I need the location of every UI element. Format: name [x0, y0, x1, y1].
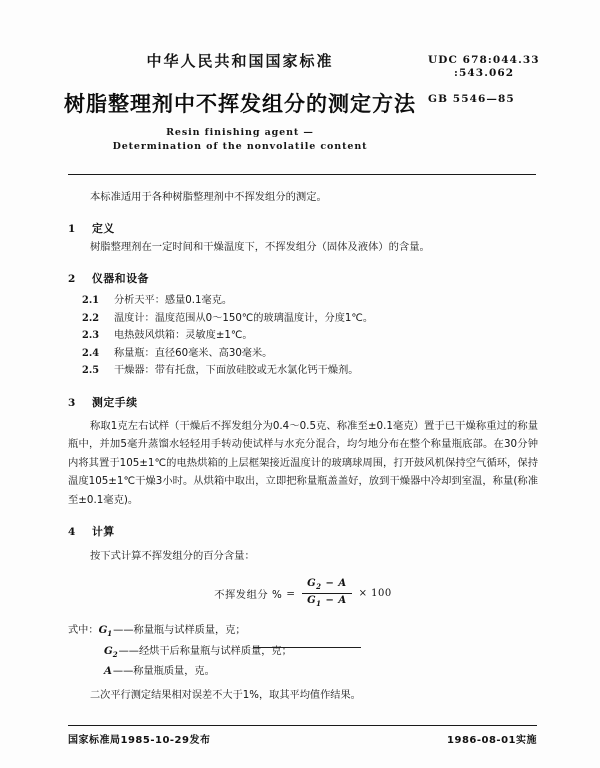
- variable-dash: ——: [112, 666, 134, 678]
- list-item: [68, 345, 538, 363]
- document-body: [68, 186, 538, 704]
- variable-symbol-subscript: 2: [112, 649, 118, 659]
- formula-label: 不挥发组分 %: [214, 589, 283, 601]
- where-row: [68, 643, 538, 664]
- formula-block: [68, 577, 538, 610]
- formula-numerator: [302, 577, 352, 593]
- document-header: [0, 0, 600, 175]
- section-4-lead: 按下式计算不挥发组分的百分含量：: [90, 550, 255, 562]
- where-lead-label: 式中：: [68, 625, 99, 636]
- section-number-3: 3: [68, 396, 76, 409]
- variable-symbol-letter: G: [98, 624, 108, 636]
- numerator-minus: −: [325, 578, 335, 589]
- variable-definition: [119, 643, 538, 661]
- denominator-minus: −: [325, 595, 335, 606]
- section-end-rule: [253, 647, 361, 648]
- section-number-2: 2: [68, 273, 76, 285]
- section-3-body: 称取1克左右试样（干燥后不挥发组分为0.4～0.5克、称准至±0.1毫克）置于已干燥称重过的称量瓶中，并加5毫升蒸馏水轻轻用手转动使试样与水充分混合，均匀地分布在整个称量瓶底部。在30分钟内将其置于105±1℃的电热烘箱的上层框架接近温度计的玻璃球周围，打开鼓风机保持空气循环，保持温度105±1℃干燥3小时。从烘箱中取出，立即把称量瓶盖盖好，放到干燥器中冷却到室温，称量(称准至±0.1毫克)。: [68, 419, 538, 506]
- nonvolatile-percent-formula: [214, 577, 392, 610]
- page-title: 树脂整理剂中不挥发组分的测定方法: [64, 92, 416, 116]
- footer-issue-date: 国家标准局1985-10-29发布: [68, 735, 211, 746]
- header-divider-rule: [68, 174, 536, 175]
- variable-dash: ——: [118, 645, 139, 657]
- english-title-line-1: Resin finishing agent —: [166, 127, 314, 138]
- subsection-text: 温度计：温度范围从0～150℃的玻璃温度计，分度1℃。: [114, 312, 374, 324]
- variable-definition-text: 称量瓶与试样质量，克；: [133, 625, 246, 636]
- subsection-text: 称量瓶：直径60毫米、高30毫米。: [114, 347, 273, 359]
- subsection-text: 干燥器：带有托盘，下面放硅胶或无水氯化钙干燥剂。: [114, 365, 359, 376]
- denominator-var-a: A: [338, 595, 347, 606]
- scope-paragraph: 本标准适用于各种树脂整理剂中不挥发组分的测定。: [90, 191, 327, 203]
- variable-definition: [113, 663, 538, 681]
- footer-divider-rule: [68, 725, 537, 726]
- document-footer: [68, 731, 537, 746]
- variable-definition-text: 称量瓶质量，克。: [133, 666, 215, 678]
- formula-equals-sign: =: [286, 587, 296, 600]
- section-title-2: 仪器和设备: [92, 272, 149, 285]
- numerator-var-a: A: [338, 578, 347, 589]
- footer-effective-date: 1986-08-01实施: [447, 735, 537, 746]
- section-heading-3: [68, 395, 538, 410]
- numerator-symbol: G: [307, 578, 317, 589]
- variable-symbol: [104, 643, 119, 664]
- variable-symbol: [104, 663, 113, 684]
- where-row: [68, 663, 538, 684]
- udc-code-line-1: UDC 678:044.33: [428, 54, 540, 66]
- formula-multiplier: × 100: [358, 588, 392, 599]
- variable-symbol-letter: A: [104, 665, 112, 678]
- section-title-3: 测定手续: [92, 395, 138, 409]
- gb-standard-number: GB 5546—85: [428, 93, 515, 105]
- list-item: [68, 292, 538, 310]
- english-title: [60, 126, 420, 154]
- subsection-number: 2.3: [82, 330, 100, 341]
- subsection-number: 2.1: [82, 295, 100, 306]
- subsection-number: 2.2: [82, 312, 100, 324]
- section-number-4: 4: [68, 526, 76, 538]
- standard-organization-line: 中华人民共和国国家标准: [146, 52, 334, 70]
- precision-note: 二次平行测定结果相对误差不大于1%，取其平均值作结果。: [90, 689, 361, 701]
- numerator-subscript: 2: [316, 582, 322, 591]
- formula-denominator: [302, 594, 352, 610]
- variable-dash: ——: [113, 625, 134, 636]
- section-heading-2: [68, 271, 538, 286]
- subsection-number: 2.5: [82, 365, 100, 376]
- subsection-text: 电热鼓风烘箱：灵敏度±1℃。: [114, 330, 253, 341]
- section-number-1: 1: [68, 223, 76, 235]
- subsection-number: 2.4: [82, 347, 100, 359]
- denominator-subscript: 1: [316, 599, 322, 608]
- formula-fraction: [302, 577, 352, 610]
- section-heading-4: [68, 524, 538, 539]
- section-heading-1: [68, 221, 538, 236]
- variable-definition-text: 经烘干后称量瓶与试样质量，克；: [138, 645, 292, 657]
- equipment-list: [68, 292, 538, 380]
- variable-symbol-letter: G: [104, 644, 113, 657]
- denominator-symbol: G: [307, 595, 317, 606]
- udc-code-line-2: :543.062: [454, 67, 515, 79]
- variable-symbol: [99, 622, 114, 643]
- subsection-text: 分析天平：感量0.1毫克。: [114, 295, 233, 306]
- variable-symbol-subscript: 1: [107, 629, 113, 639]
- english-title-line-2: Determination of the nonvolatile content: [112, 141, 368, 152]
- where-row: [68, 622, 538, 643]
- variable-definition: [113, 622, 538, 640]
- list-item: [68, 362, 538, 380]
- section-title-4: 计算: [92, 525, 115, 538]
- list-item: [68, 327, 538, 345]
- section-1-body: 树脂整理剂在一定时间和干燥温度下，不挥发组分（固体及液体）的含量。: [90, 241, 430, 253]
- list-item: [68, 310, 538, 328]
- section-title-1: 定义: [92, 222, 115, 235]
- variable-definitions: [68, 622, 538, 704]
